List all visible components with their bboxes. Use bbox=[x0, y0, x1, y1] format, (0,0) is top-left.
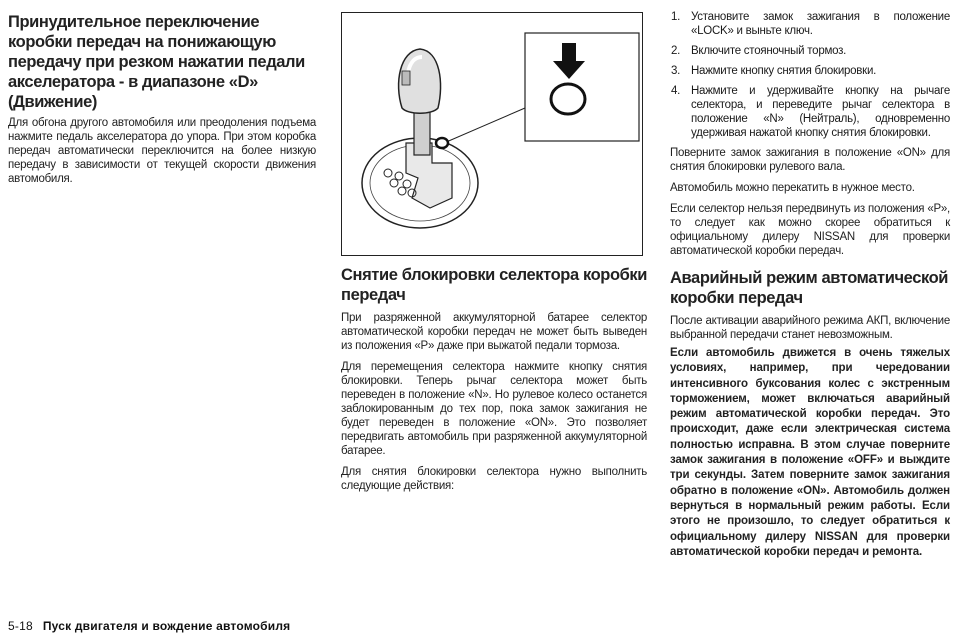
release-steps-list bbox=[670, 10, 950, 140]
gear-selector-drawing bbox=[342, 13, 642, 255]
emergency-warning-text: Если автомобиль движется в очень тяжелых условиях, например, при чередовании интенсивного буксования колес с экстренным торможением, может включаться аварийный режим автоматической коробки передач. Это происходит, даже если электрическая система полностью исправна. В этом случае поверните замок зажигания в положение «OFF» и выждите три секунды. Затем поверните замок зажигания обратно в положение «ON». Автомобиль должен вернуться в нормальный режим работы. Если этого не произошло, то следует обратиться к официальному дилеру NISSAN для проверки автоматической коробки передач и ремонта. bbox=[670, 347, 950, 558]
emergency-mode-paragraph: После активации аварийного режима АКП, включение выбранной передачи станет невозможным. bbox=[670, 315, 950, 341]
page-footer bbox=[8, 619, 290, 633]
shift-lock-paragraph-1: При разряженной аккумуляторной батарее селектор автоматической коробки передач не может быть выведен из положения «P» даже при выжатой педали тормоза. bbox=[341, 312, 647, 352]
knob-button-icon bbox=[402, 71, 410, 85]
inset-frame bbox=[525, 33, 639, 141]
step-item: 2. Включите стояночный тормоз. bbox=[671, 45, 847, 57]
small-release-button-icon bbox=[436, 138, 448, 148]
move-vehicle-paragraph: Автомобиль можно перекатить в нужное место. bbox=[670, 182, 915, 194]
emergency-mode-heading: Аварийный режим автоматической коробки передач bbox=[670, 269, 949, 307]
section-title: Пуск двигателя и вождение автомобиля bbox=[42, 619, 291, 633]
shift-lock-release-illustration bbox=[341, 12, 643, 256]
shift-lock-paragraph-2: Для перемещения селектора нажмите кнопку снятия блокировки. Теперь рычаг селектора может быть переведен в положение «N». Но рулевое колесо останется заблокированным до тех пор, пока замок зажигания не будет переведен в положение «ON». Это позволяет передвигать автомобиль при разряженной аккумуляторной батарее. bbox=[341, 361, 647, 457]
release-button-icon bbox=[551, 84, 585, 114]
shift-lock-release-heading: Снятие блокировки селектора коробки передач bbox=[341, 266, 648, 304]
shift-lock-paragraph-3: Для снятия блокировки селектора нужно выполнить следующие действия: bbox=[341, 466, 647, 492]
step-item: 1. Установите замок зажигания в положение «LOCK» и выньте ключ. bbox=[671, 11, 950, 37]
contact-dealer-paragraph: Если селектор нельзя передвинуть из положения «P», то следует как можно скорее обратиться к официальному дилеру NISSAN для проверки автоматической коробки передач. bbox=[670, 203, 950, 257]
right-column bbox=[670, 10, 950, 567]
page-number: 5-18 bbox=[8, 619, 33, 633]
forced-downshift-heading: Принудительное переключение коробки передач на понижающую передачу при резком нажатии педали акселератора - в диапазоне «D» (Движение) bbox=[8, 13, 305, 111]
step-item: 3. Нажмите кнопку снятия блокировки. bbox=[671, 65, 877, 77]
forced-downshift-paragraph: Для обгона другого автомобиля или преодоления подъема нажмите педаль акселератора до упора. При этом коробка передач автоматически переключится на более низкую передачу в зависимости от текущей скорости движения автомобиля. bbox=[8, 117, 316, 185]
left-column bbox=[8, 12, 316, 193]
step-item: 4. Нажмите и удерживайте кнопку на рычаге селектора, и переведите рычаг селектора в положение «N» (Нейтраль), одновременно удерживая нажатой кнопку снятия блокировки. bbox=[671, 85, 950, 139]
leader-line bbox=[444, 108, 525, 143]
middle-column bbox=[341, 265, 647, 500]
steering-unlock-paragraph: Поверните замок зажигания в положение «ON» для снятия блокировки рулевого вала. bbox=[670, 147, 950, 173]
